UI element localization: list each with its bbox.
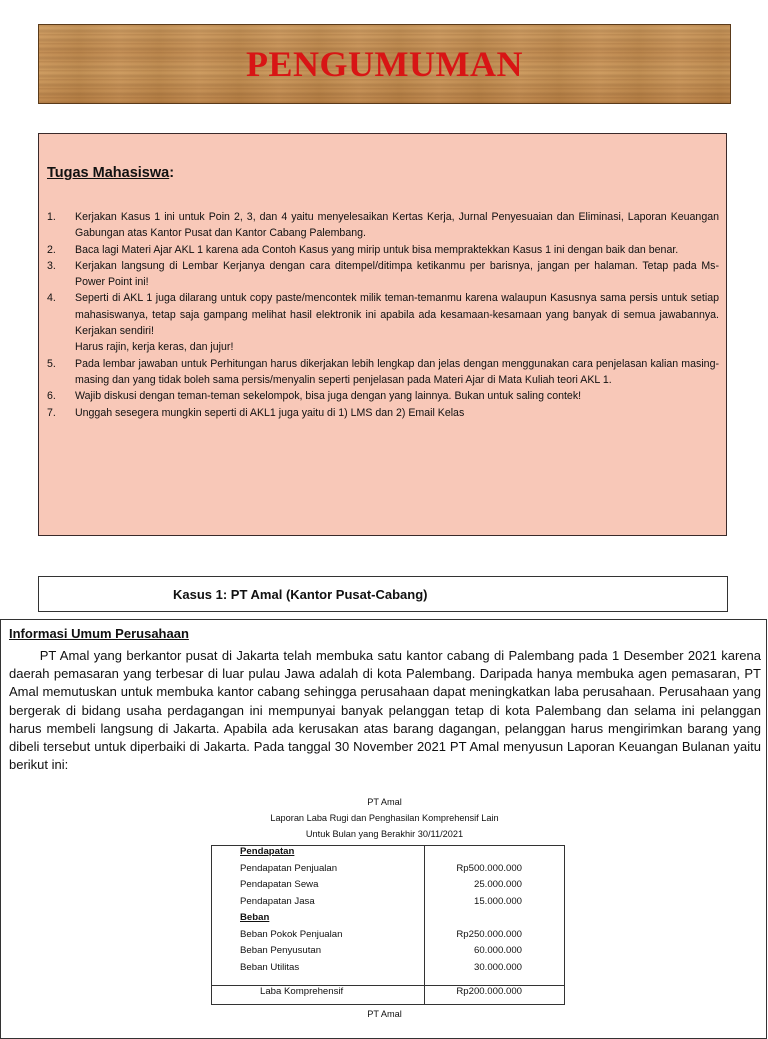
- row-value: 30.000.000: [473, 961, 522, 973]
- list-item-text: Kerjakan langsung di Lembar Kerjanya dengan cara ditempel/ditimpa ketikanmu per barisnya, jangan per halaman. Tetap pada Ms-Power Point ini!: [75, 259, 719, 289]
- row-label: Beban Penyusutan: [240, 945, 322, 956]
- list-item-text: Unggah sesegera mungkin seperti di AKL1 juga yaitu di 1) LMS dan 2) Email Kelas: [75, 406, 465, 419]
- row-label: Pendapatan: [240, 846, 295, 857]
- list-item-number: 6.: [47, 390, 56, 403]
- list-item-note: Harus rajin, kerja keras, dan jujur!: [75, 341, 234, 354]
- table-row: [240, 943, 522, 959]
- list-item-text: Kerjakan Kasus 1 ini untuk Poin 2, 3, dan 4 yaitu menyelesaikan Kertas Kerja, Jurnal Penyesuaian dan Eliminasi, Laporan Keuangan Gabungan atas Kantor Pusat dan Kantor Cabang Palembang.: [75, 211, 719, 240]
- list-item-number: 4.: [47, 292, 56, 305]
- list-item-number: 2.: [47, 243, 56, 256]
- list-item: [47, 356, 719, 389]
- table-row: [240, 877, 522, 893]
- row-label: Pendapatan Penjualan: [240, 862, 338, 874]
- company-info-box: [0, 619, 767, 1039]
- list-item: [47, 405, 719, 421]
- table-row: [240, 960, 522, 976]
- income-statement-table: [211, 845, 565, 1005]
- total-label: Laba Komprehensif: [260, 986, 344, 997]
- row-value: Rp250.000.000: [456, 928, 522, 940]
- list-item: [47, 290, 719, 339]
- row-label: Pendapatan Jasa: [240, 895, 315, 907]
- list-item-text: Wajib diskusi dengan teman-teman sekelompok, bisa juga dengan yang lainnya. Bukan untuk saling contek!: [75, 390, 582, 403]
- list-item: [47, 209, 719, 242]
- banner-title: PENGUMUMAN: [246, 44, 523, 84]
- table-row: [240, 927, 522, 943]
- table-row: [240, 844, 522, 860]
- case-title-box: [38, 576, 728, 612]
- list-item: [47, 388, 719, 404]
- row-label: Beban Pokok Penjualan: [240, 928, 343, 940]
- total-value: Rp200.000.000: [456, 986, 522, 997]
- announcement-banner: [38, 24, 731, 104]
- row-value: 15.000.000: [473, 895, 522, 907]
- table-row: [240, 894, 522, 910]
- row-value: Rp500.000.000: [456, 862, 522, 874]
- list-item-number: 3.: [47, 259, 56, 272]
- info-heading: Informasi Umum Perusahaan: [9, 626, 189, 641]
- info-paragraph: PT Amal yang berkantor pusat di Jakarta telah membuka satu kantor cabang di Palembang pada 1 Desember 2021 karena daerah pemasaran yang terbesar di luar pulau Jawa adalah di kota Palembang. Daripada hanya membuka agen pemasaran, PT Amal memutuskan untuk membuka kantor cabang sehingga perusahaan dapat meningkatkan laba perusahaan. Perusahaan yang bergerak di bidang usaha perdagangan ini mempunyai banyak pelanggan tetap di kota Palembang dan selama ini pelanggan harus membeli langsung di Jakarta. Apabila ada kerusakan atas barang dagangan, pelanggan harus mengirimkan barang yang dibeli tersebut untuk diperbaiki di Jakarta. Pada tanggal 30 November 2021 PT Amal menyusun Laporan Keuangan Bulanan yaitu berikut ini:: [9, 648, 761, 773]
- list-item-text: Baca lagi Materi Ajar AKL 1 karena ada Contoh Kasus yang mirip untuk bisa mempraktekkan Kasus 1 ini dengan baik dan benar.: [75, 243, 679, 256]
- row-label: Beban: [240, 912, 270, 923]
- report-company: PT Amal: [367, 797, 402, 807]
- row-label: Beban Utilitas: [240, 961, 300, 973]
- task-heading: Tugas Mahasiswa:: [47, 165, 175, 181]
- list-item-text: Pada lembar jawaban untuk Perhitungan harus dikerjakan lebih lengkap dan jelas dengan menggunakan cara penjelasan kalian masing-masing dan yang tidak boleh sama persis/menyalin seperti penjelasan pada Materi Ajar di Mata Kuliah teori AKL 1.: [75, 357, 719, 386]
- table-row-total: [240, 984, 522, 1000]
- table-row: [240, 861, 522, 877]
- task-box: [38, 133, 727, 536]
- list-item-number: 7.: [47, 406, 56, 419]
- list-item: [47, 258, 719, 291]
- list-item-number: 1.: [47, 211, 56, 223]
- row-value: 25.000.000: [473, 879, 522, 890]
- task-list: [47, 209, 719, 421]
- list-item: [47, 242, 719, 258]
- next-report-company: PT Amal: [367, 1009, 402, 1019]
- list-item-text: Seperti di AKL 1 juga dilarang untuk copy paste/mencontek milik teman-temanmu karena walaupun Kasusnya sama persis untuk setiap mahasiswanya, tetap saja gampang melihat hasil elektronik ini apabila ada kesamaan-kesamaan yang banyak di semua jawabannya. Kerjakan sendiri!: [75, 292, 719, 338]
- row-value: 60.000.000: [473, 945, 522, 956]
- report-title: Laporan Laba Rugi dan Penghasilan Komprehensif Lain: [270, 813, 499, 823]
- table-row: [240, 910, 522, 926]
- case-title: Kasus 1: PT Amal (Kantor Pusat-Cabang): [173, 586, 428, 602]
- list-item-number: 5.: [47, 357, 56, 370]
- row-label: Pendapatan Sewa: [240, 879, 319, 890]
- report-period: Untuk Bulan yang Berakhir 30/11/2021: [305, 829, 464, 839]
